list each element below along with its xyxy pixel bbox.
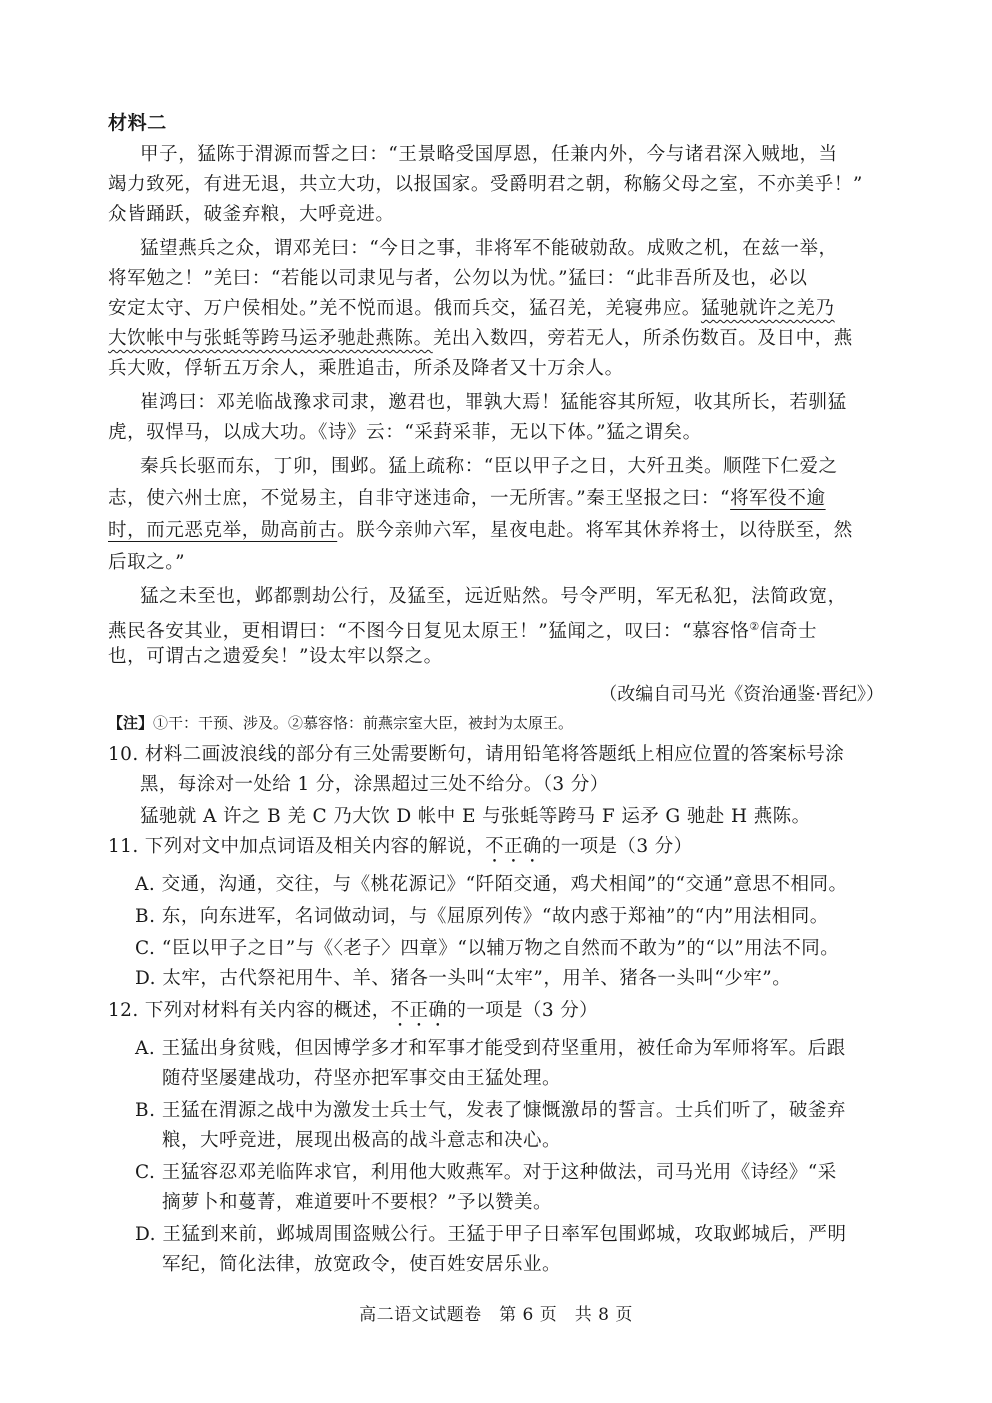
passage-line [108,326,853,352]
passage-line: 兵大败，俘斩五万余人，乘胜追击，所杀及降者又十万余人。 [108,358,624,379]
question-10-options: 猛驰就 A 许之 B 羌 C 乃大饮 D 帐中 E 与张蚝等跨马 F 运矛 G 驰赴 H 燕陈。 [140,806,811,827]
passage-text: 。朕今亲帅六军，星夜电赴。将军其休养将士，以待朕至，然 [337,520,853,541]
question-12-option-a: A. 王猛出身贫贱，但因博学多才和军事才能受到苻坚重用，被任命为军师将军。后跟 [135,1038,846,1059]
underlined-text: 时，而元恶克举，勋高前古 [108,520,338,541]
passage-line [108,518,853,544]
question-12-option-a-cont: 随苻坚屡建战功，苻坚亦把军事交由王猛处理。 [162,1068,562,1089]
passage-line: 将军勉之！”羌曰：“若能以司隶见与者，公勿以为忧。”猛曰：“此非吾所及也，必以 [108,268,808,289]
underlined-text: 将军役不逾 [730,488,826,509]
section-title: 材料二 [108,112,167,134]
question-10-stem: 10. 材料二画波浪线的部分有三处需要断句，请用铅笔将答题纸上相应位置的答案标号涂 [108,744,845,765]
passage-line: 竭力致死，有进无退，共立大功，以报国家。受爵明君之朝，称觞父母之室，不亦美乎！” [108,174,863,195]
emphasized-text: 不正确 [485,836,542,857]
passage-line: 猛之未至也，邺都剽劫公行，及猛至，远近贴然。号令严明，军无私犯，法简政宽， [140,586,847,607]
passage-line: 秦兵长驱而东，丁卯，围邺。猛上疏称：“臣以甲子之日，大歼丑类。顺陛下仁爱之 [140,456,838,477]
stem-text: 12. 下列对材料有关内容的概述， [108,1000,391,1021]
passage-line: 崔鸿曰：邓羌临战豫求司隶，邀君也，罪孰大焉！猛能容其所短，收其所长，若驯猛 [140,392,847,413]
passage-line: 虎，驭悍马，以成大功。《诗》云：“采葑采菲，无以下体。”猛之谓矣。 [108,422,702,443]
passage-text: 信奇士 [759,621,818,643]
emphasized-text: 不正确 [390,1000,448,1021]
stem-text: 的一项是（3 分） [447,1000,599,1021]
note-label: 【注】 [108,714,154,732]
passage-text: 安定太守、万户侯相处。”羌不悦而退。俄而兵交，猛召羌，羌寝弗应。 [108,298,701,319]
page-footer: 高二语文试题卷 第 6 页 共 8 页 [359,1305,633,1325]
passage-line: 也，可谓古之遗爱矣！”设太牢以祭之。 [108,646,443,667]
question-12-option-c: C. 王猛容忍邓羌临阵求官，利用他大败燕军。对于这种做法，司马光用《诗经》“采 [135,1162,837,1183]
passage-text: 志，使六州士庶，不觉易主，自非守迷违命，一无所害。”秦王坚报之曰：“ [108,488,731,509]
question-11-option-c: C. “臣以甲子之日”与《〈老子〉四章》“以辅万物之自然而不敢为”的“以”用法不同。 [135,938,840,959]
question-11-option-a: A. 交通，沟通，交往，与《桃花源记》“阡陌交通，鸡犬相闻”的“交通”意思不相同。 [135,874,848,895]
passage-text: 燕民各安其业，更相谓曰：“不图今日复见太原王！”猛闻之，叹曰：“慕容恪 [108,621,750,643]
question-11-option-b: B. 东，向东进军，名词做动词，与《屈原列传》“故内惑于郑袖”的“内”用法相同。 [135,906,829,927]
wavy-underlined-text: 大饮帐中与张蚝等跨马运矛驰赴燕陈。 [108,328,433,349]
stem-text: 的一项是（3 分） [541,836,693,857]
question-12-option-b-cont: 粮，大呼竞进，展现出极高的战斗意志和决心。 [162,1130,562,1151]
question-10-stem: 黑，每涂对一处给 1 分，涂黑超过三处不给分。（3 分） [140,774,609,795]
annotation-note [108,712,573,734]
passage-line [108,614,817,645]
footnote-marker: ② [749,620,760,633]
question-11-stem [108,834,693,867]
wavy-underlined-text: 猛驰就许之羌乃 [700,298,835,319]
note-text: ①干：干预、涉及。②慕容恪：前燕宗室大臣，被封为太原王。 [153,714,574,732]
passage-line [108,486,826,512]
question-12-option-d: D. 王猛到来前，邺城周围盗贼公行。王猛于甲子日率军包围邺城，攻取邺城后，严明 [135,1224,847,1245]
passage-line: 猛望燕兵之众，谓邓羌曰：“今日之事，非将军不能破勍敌。成败之机，在兹一举， [140,238,838,259]
source-citation: （改编自司马光《资治通鉴·晋纪》） [599,684,884,705]
question-12-option-c-cont: 摘萝卜和蔓菁，难道要叶不要根？”予以赞美。 [162,1192,552,1213]
question-11-option-d: D. 太牢，古代祭祀用牛、羊、猪各一头叫“太牢”，用羊、猪各一头叫“少牢”。 [135,968,792,989]
passage-text: 羌出入数四，旁若无人，所杀伤数百。及日中，燕 [432,328,853,349]
question-12-option-d-cont: 军纪，简化法律，放宽政令，使百姓安居乐业。 [162,1254,562,1275]
question-12-option-b: B. 王猛在渭源之战中为激发士兵士气，发表了慷慨激昂的誓言。士兵们听了，破釜弃 [135,1100,846,1121]
passage-line [108,296,835,322]
question-12-stem [108,998,598,1031]
passage-line: 众皆踊跃，破釜弃粮，大呼竞进。 [108,204,395,225]
passage-line: 甲子，猛陈于渭源而誓之曰：“王景略受国厚恩，任兼内外，今与诸君深入贼地，当 [140,144,838,165]
passage-line: 后取之。” [108,552,186,573]
stem-text: 11. 下列对文中加点词语及相关内容的解说， [108,836,486,857]
